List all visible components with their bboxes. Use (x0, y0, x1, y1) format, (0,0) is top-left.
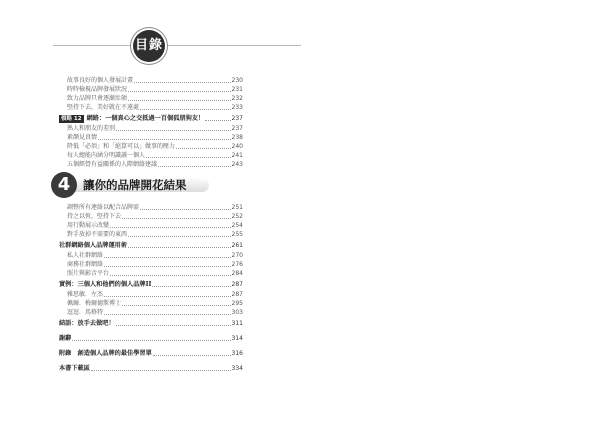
leader-dots (116, 130, 231, 131)
toc-section-title (59, 114, 204, 123)
toc-entry-title: 調整所有連絡以配合品牌需 (67, 204, 140, 211)
leader-dots (176, 148, 231, 149)
toc-entry[interactable] (67, 269, 243, 278)
toc-entry[interactable] (67, 290, 243, 299)
leader-dots (98, 139, 231, 140)
toc-entry-title: 致力品牌只會逐漸壯碩 (67, 95, 128, 102)
leader-dots (146, 157, 231, 158)
leader-dots (104, 296, 231, 297)
toc-entry[interactable] (67, 308, 243, 317)
toc-entry-title: 降低「必須」和「絕算可以」做事的壓力 (67, 143, 176, 150)
toc-entry[interactable] (67, 124, 243, 133)
chapter-title: 讓你的品牌開花結果 (83, 178, 187, 192)
toc-entry-page: 252 (231, 213, 243, 220)
toc-entry-title: 時時檢視品牌發展狀況 (67, 86, 128, 93)
toc-section-heading[interactable] (59, 241, 243, 250)
leader-dots (110, 227, 231, 228)
toc-section-page: 314 (231, 335, 243, 342)
toc-section-page: 261 (231, 242, 243, 249)
toc-entry-title: 佩爾．梅爾德斯博士 (67, 300, 122, 307)
leader-dots (153, 355, 231, 356)
leader-dots (140, 109, 231, 110)
leader-dots (140, 209, 231, 210)
toc-section-heading[interactable] (59, 319, 243, 328)
page-title: 目錄 (133, 30, 165, 62)
toc-section-heading[interactable] (59, 280, 243, 289)
toc-entry-page: 240 (231, 143, 243, 150)
toc-entry-title: 商務社群網絡 (67, 261, 104, 268)
toc-entry-title: 照片與影音平台 (67, 270, 110, 277)
leader-dots (72, 340, 230, 341)
leader-dots (116, 325, 231, 326)
toc-entry[interactable] (67, 160, 243, 169)
toc-entry[interactable] (67, 221, 243, 230)
toc-entry-title: 熟人和朋友的差別 (67, 125, 116, 132)
toc-entry-page: 238 (231, 134, 243, 141)
toc-section-heading[interactable] (59, 114, 243, 123)
toc-entry-title: 用行動展示改變 (67, 222, 110, 229)
toc-entry[interactable] (67, 212, 243, 221)
toc-section-heading[interactable] (59, 334, 243, 343)
toc-entry[interactable] (67, 299, 243, 308)
toc-entry-page: 231 (231, 86, 243, 93)
toc-entry-page: 255 (231, 231, 243, 238)
toc-entry[interactable] (67, 251, 243, 260)
toc-section-title: 結語：放手去做吧！ (59, 320, 115, 327)
toc-entry[interactable] (67, 133, 243, 142)
toc-entry-title: 故事良好的個人發展計畫 (67, 77, 134, 84)
leader-dots (152, 286, 230, 287)
toc-section-page: 287 (231, 281, 243, 288)
toc-entry[interactable] (67, 230, 243, 239)
leader-dots (134, 82, 231, 83)
leader-dots (122, 305, 231, 306)
toc-entry-page: 230 (231, 77, 243, 84)
toc-entry[interactable] (67, 76, 243, 85)
toc-section-heading[interactable] (59, 349, 243, 358)
toc-entry-title: 雅思敏．左杰 (67, 291, 104, 298)
leader-dots (128, 100, 231, 101)
toc-section-page: 311 (231, 320, 243, 327)
leader-dots (122, 218, 231, 219)
leader-dots (110, 275, 231, 276)
leader-dots (128, 236, 231, 237)
toc-entry[interactable] (67, 260, 243, 269)
toc-section-title: 社群網絡個人品牌運用術 (59, 242, 128, 249)
toc-entry[interactable] (67, 203, 243, 212)
toc-section-page: 316 (231, 350, 243, 357)
chapter-banner[interactable] (51, 172, 211, 198)
toc-section-title: 本書下載區 (59, 365, 90, 372)
toc-entry-title: 素顏見真情 (67, 134, 98, 141)
section-title-text: 網路：一個真心之交抵過一百個狐朋狗友！ (86, 115, 205, 122)
toc-entry-page: 232 (231, 95, 243, 102)
leader-dots (128, 91, 231, 92)
leader-dots (128, 247, 230, 248)
chapter-tag: 領略 12 (61, 116, 82, 122)
toc-section-page: 334 (231, 365, 243, 372)
leader-dots (205, 120, 230, 121)
toc-entry-page: 303 (231, 309, 243, 316)
toc-entry-page: 233 (231, 104, 243, 111)
leader-dots (104, 257, 231, 258)
toc-entry-title: 逗逗．馬格特 (67, 309, 104, 316)
toc-entry-page: 254 (231, 222, 243, 229)
toc-entry[interactable] (67, 94, 243, 103)
toc-entry-title: 堅持下去，美好就在不遠處 (67, 104, 140, 111)
toc-entry-title: 持之以恆，堅持下去 (67, 213, 122, 220)
leader-dots (91, 370, 231, 371)
toc-section-heading[interactable] (59, 364, 243, 373)
header-rule-right (167, 45, 301, 46)
toc-entry[interactable] (67, 103, 243, 112)
toc-entry-page: 276 (231, 261, 243, 268)
toc-entry-page: 241 (231, 152, 243, 159)
toc-section-title: 謝辭 (59, 335, 72, 342)
toc-entry-page: 270 (231, 252, 243, 259)
toc-entry-title: 私人社群網絡 (67, 252, 104, 259)
toc-section-page: 237 (231, 115, 243, 122)
toc-entry-page: 243 (231, 161, 243, 168)
toc-section-title: 實例：三個人和他們的個人品牌II (59, 281, 152, 288)
toc-entry-page: 237 (231, 125, 243, 132)
toc-entry-page: 284 (231, 270, 243, 277)
toc-section-title: 附錄 創造個人品牌的最佳學習單 (59, 350, 152, 357)
toc-entry-title: 對手放掉不需要的東西 (67, 231, 128, 238)
leader-dots (104, 266, 231, 267)
toc-entry-page: 251 (231, 204, 243, 211)
toc-entry[interactable] (67, 142, 243, 151)
toc-entry-title: 每人總能內涵分明識讀一個人 (67, 152, 146, 159)
toc-entry-page: 287 (231, 291, 243, 298)
toc-entry[interactable] (67, 85, 243, 94)
leader-dots (104, 314, 231, 315)
toc-entry[interactable] (67, 151, 243, 160)
toc-entry-page: 295 (231, 300, 243, 307)
header-rule-left (53, 45, 133, 46)
toc-entry-title: 五個經營有益關係的人際網絡建議 (67, 161, 158, 168)
leader-dots (158, 166, 231, 167)
chapter-number: 4 (51, 172, 77, 198)
